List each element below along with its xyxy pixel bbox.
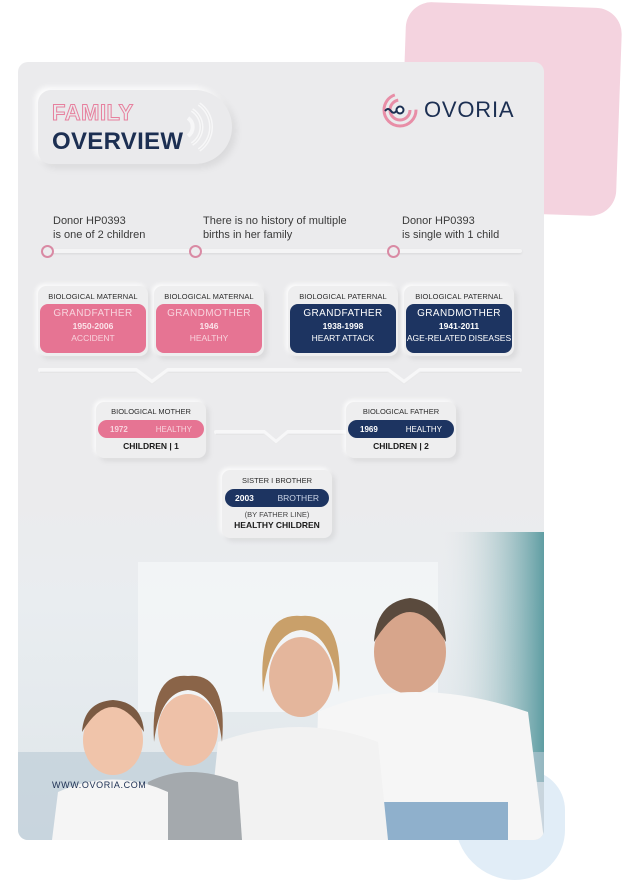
maternal-grandmother-card: BIOLOGICAL MATERNAL GRANDMOTHER 1946 HEALTHY xyxy=(154,286,264,356)
timeline-item-1: Donor HP0393 is one of 2 children xyxy=(53,215,146,241)
biological-father-card: BIOLOGICAL FATHER 1969 HEALTHY CHILDREN | 2 xyxy=(346,402,456,458)
family-overview-card xyxy=(18,62,544,840)
father-status-pill: 1969 HEALTHY xyxy=(348,420,454,438)
logo-text: OVORIA xyxy=(424,97,515,122)
timeline-dot-1 xyxy=(41,245,54,258)
ovoria-logo xyxy=(382,92,514,128)
grandparents-connector xyxy=(18,358,544,388)
signal-waves-icon xyxy=(184,98,224,156)
timeline-dot-2 xyxy=(189,245,202,258)
sibling-status-pill: 2003 BROTHER xyxy=(225,489,329,507)
title-badge xyxy=(38,90,232,164)
paternal-grandfather-card: BIOLOGICAL PATERNAL GRANDFATHER 1938-1998 HEART ATTACK xyxy=(288,286,398,356)
maternal-grandfather-card: BIOLOGICAL MATERNAL GRANDFATHER 1950-2006 ACCIDENT xyxy=(38,286,148,356)
mother-status-pill: 1972 HEALTHY xyxy=(98,420,204,438)
paternal-grandmother-card: BIOLOGICAL PATERNAL GRANDMOTHER 1941-2011 AGE-RELATED DISEASES xyxy=(404,286,514,356)
ovoria-spiral-logo-icon xyxy=(382,92,418,128)
title-family: FAMILY xyxy=(52,100,134,125)
timeline-line xyxy=(42,249,522,253)
biological-mother-card: BIOLOGICAL MOTHER 1972 HEALTHY CHILDREN | 1 xyxy=(96,402,206,458)
sibling-card: SISTER I BROTHER 2003 BROTHER (BY FATHER LINE) HEALTHY CHILDREN xyxy=(222,470,332,538)
website-link[interactable]: WWW.OVORIA.COM xyxy=(52,780,147,790)
timeline-item-2: There is no history of multiple births in her family xyxy=(203,215,347,241)
title-overview: OVERVIEW xyxy=(52,128,184,155)
timeline-dot-3 xyxy=(387,245,400,258)
timeline-item-3: Donor HP0393 is single with 1 child xyxy=(402,215,500,241)
